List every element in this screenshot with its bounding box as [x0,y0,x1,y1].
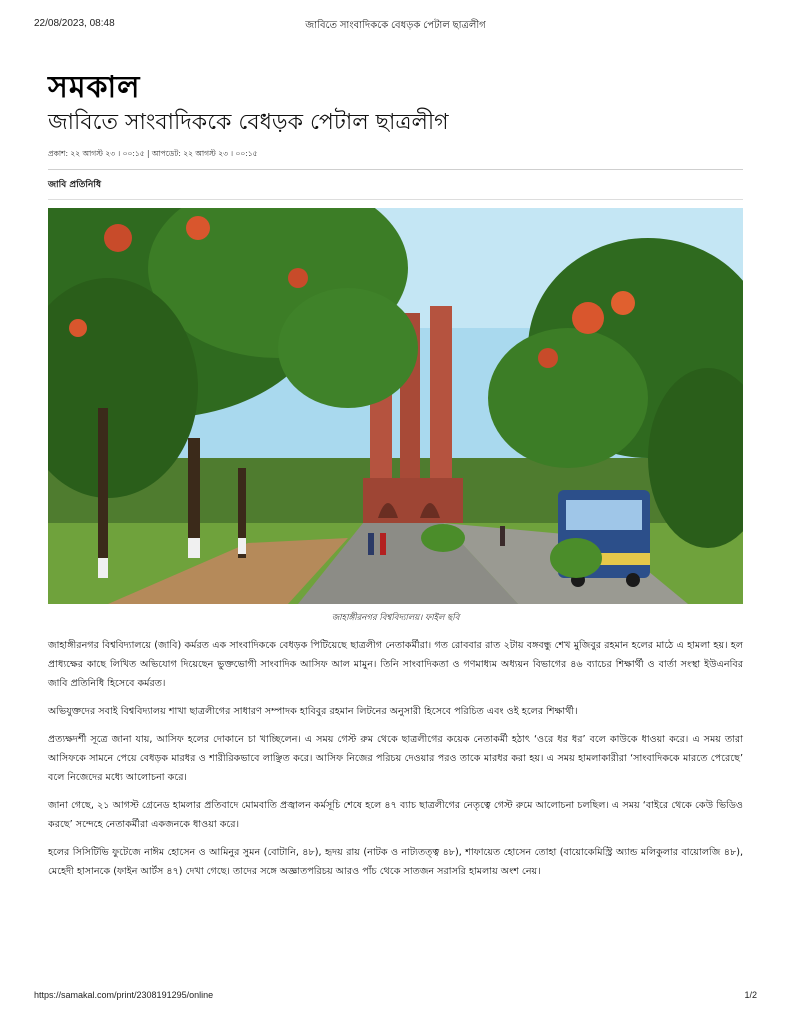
page-number: 1/2 [744,990,757,1000]
divider [48,169,743,170]
publish-meta: প্রকাশ: ২২ আগস্ট ২৩ । ০০:১৫ | আপডেট: ২২ আগস্ট ২৩ । ০০:১৫ [48,149,258,158]
paragraph: প্রত্যক্ষদর্শী সূত্রে জানা যায়, আসিফ হলের দোকানে চা খাচ্ছিলেন। এ সময় গেস্ট রুম থেকে ছাত্রলীগের কয়েক নেতাকর্মী হঠাৎ ‘ওরে ধর ধর’ বলে কাউকে ধাওয়া করে। এ সময় তারা আসিফকে সামনে পেয়ে বেধড়ক মারধর ও শারীরিকভাবে লাঞ্ছিত করে। আসিফ নিজের পরিচয় দেওয়ার পরও তাকে মারধর করা হয়। এ সময় হামলাকারীরা ‘সাংবাদিককে মারতে পেরেছে’ বলে নিজেদের মধ্যে আলোচনা করে। [48,734,743,783]
paragraph: হলের সিসিটিভি ফুটেজে নাঈম হোসেন ও আমিনুর সুমন (বোটানি, ৪৮), হৃদয় রায় (নাটক ও নাট্যতত্ত্ব ৪৮), শাফায়েত হোসেন তোহা (বায়োকেমিস্ট্রি অ্যান্ড মলিকুলার বায়োলজি ৪৮), মেহেদী হাসানকে (ফাইন আর্টস ৪৭) দেখা গেছে। তাদের সঙ্গে অজ্ঞাতপরিচয় আরও পাঁচ থেকে সাতজন সরাসরি হামলায় অংশ নেয়। [48,847,743,877]
print-header [34,18,757,34]
photo-caption: জাহাঙ্গীরনগর বিশ্ববিদ্যালয়। ফাইল ছবি [331,613,460,623]
paragraph: অভিযুক্তদের সবাই বিশ্ববিদ্যালয় শাখা ছাত্রলীগের সাধারণ সম্পাদক হাবিবুর রহমান লিটনের অনুসারী হিসেবে পরিচিত এবং ওই হলের শিক্ষার্থী। [48,706,578,717]
article [48,70,743,890]
campus-photo-illustration [48,208,743,604]
article-body [48,636,743,881]
author-byline: জাবি প্রতিনিধি [48,180,101,190]
article-photo [48,208,743,604]
article-headline: জাবিতে সাংবাদিককে বেধড়ক পেটাল ছাত্রলীগ [48,110,449,135]
samakal-logo: সমকাল [48,70,141,105]
print-footer [34,990,757,1004]
print-url: https://samakal.com/print/2308191295/online [34,990,214,1000]
paragraph: জানা গেছে, ২১ আগস্ট গ্রেনেড হামলার প্রতিবাদে মোমবাতি প্রজ্বালন কর্মসূচি শেষে হলে ৪৭ ব্যাচ ছাত্রলীগের নেতৃত্বে গেস্ট রুমে আলোচনা চলছিল। এ সময় ‘বাইরে থেকে কেউ ভিডিও করছে’ সন্দেহে নেতাকর্মীরা একজনকে ধাওয়া করে। [48,800,743,830]
divider [48,199,743,200]
print-doc-title: জাবিতে সাংবাদিককে বেধড়ক পেটাল ছাত্রলীগ [305,20,486,31]
print-datetime: 22/08/2023, 08:48 [34,18,115,29]
paragraph: জাহাঙ্গীরনগর বিশ্ববিদ্যালয়ে (জাবি) কর্মরত এক সাংবাদিককে বেধড়ক পিটিয়েছে ছাত্রলীগ নেতাকর্মীরা। গত রোববার রাত ২টায় বঙ্গবন্ধু শেখ মুজিবুর রহমান হলের মাঠে এ হামলা হয়। হল প্রাধ্যক্ষের কাছে লিখিত অভিযোগ দিয়েছেন ভুক্তভোগী সাংবাদিক আসিফ আল মামুন। তিনি সাংবাদিকতা ও গণমাধ্যম অধ্যয়ন বিভাগের ৪৬ ব্যাচের শিক্ষার্থী ও বার্তা সংস্থা ইউএনবির জাবি প্রতিনিধি হিসেবে কর্মরত। [48,640,743,689]
